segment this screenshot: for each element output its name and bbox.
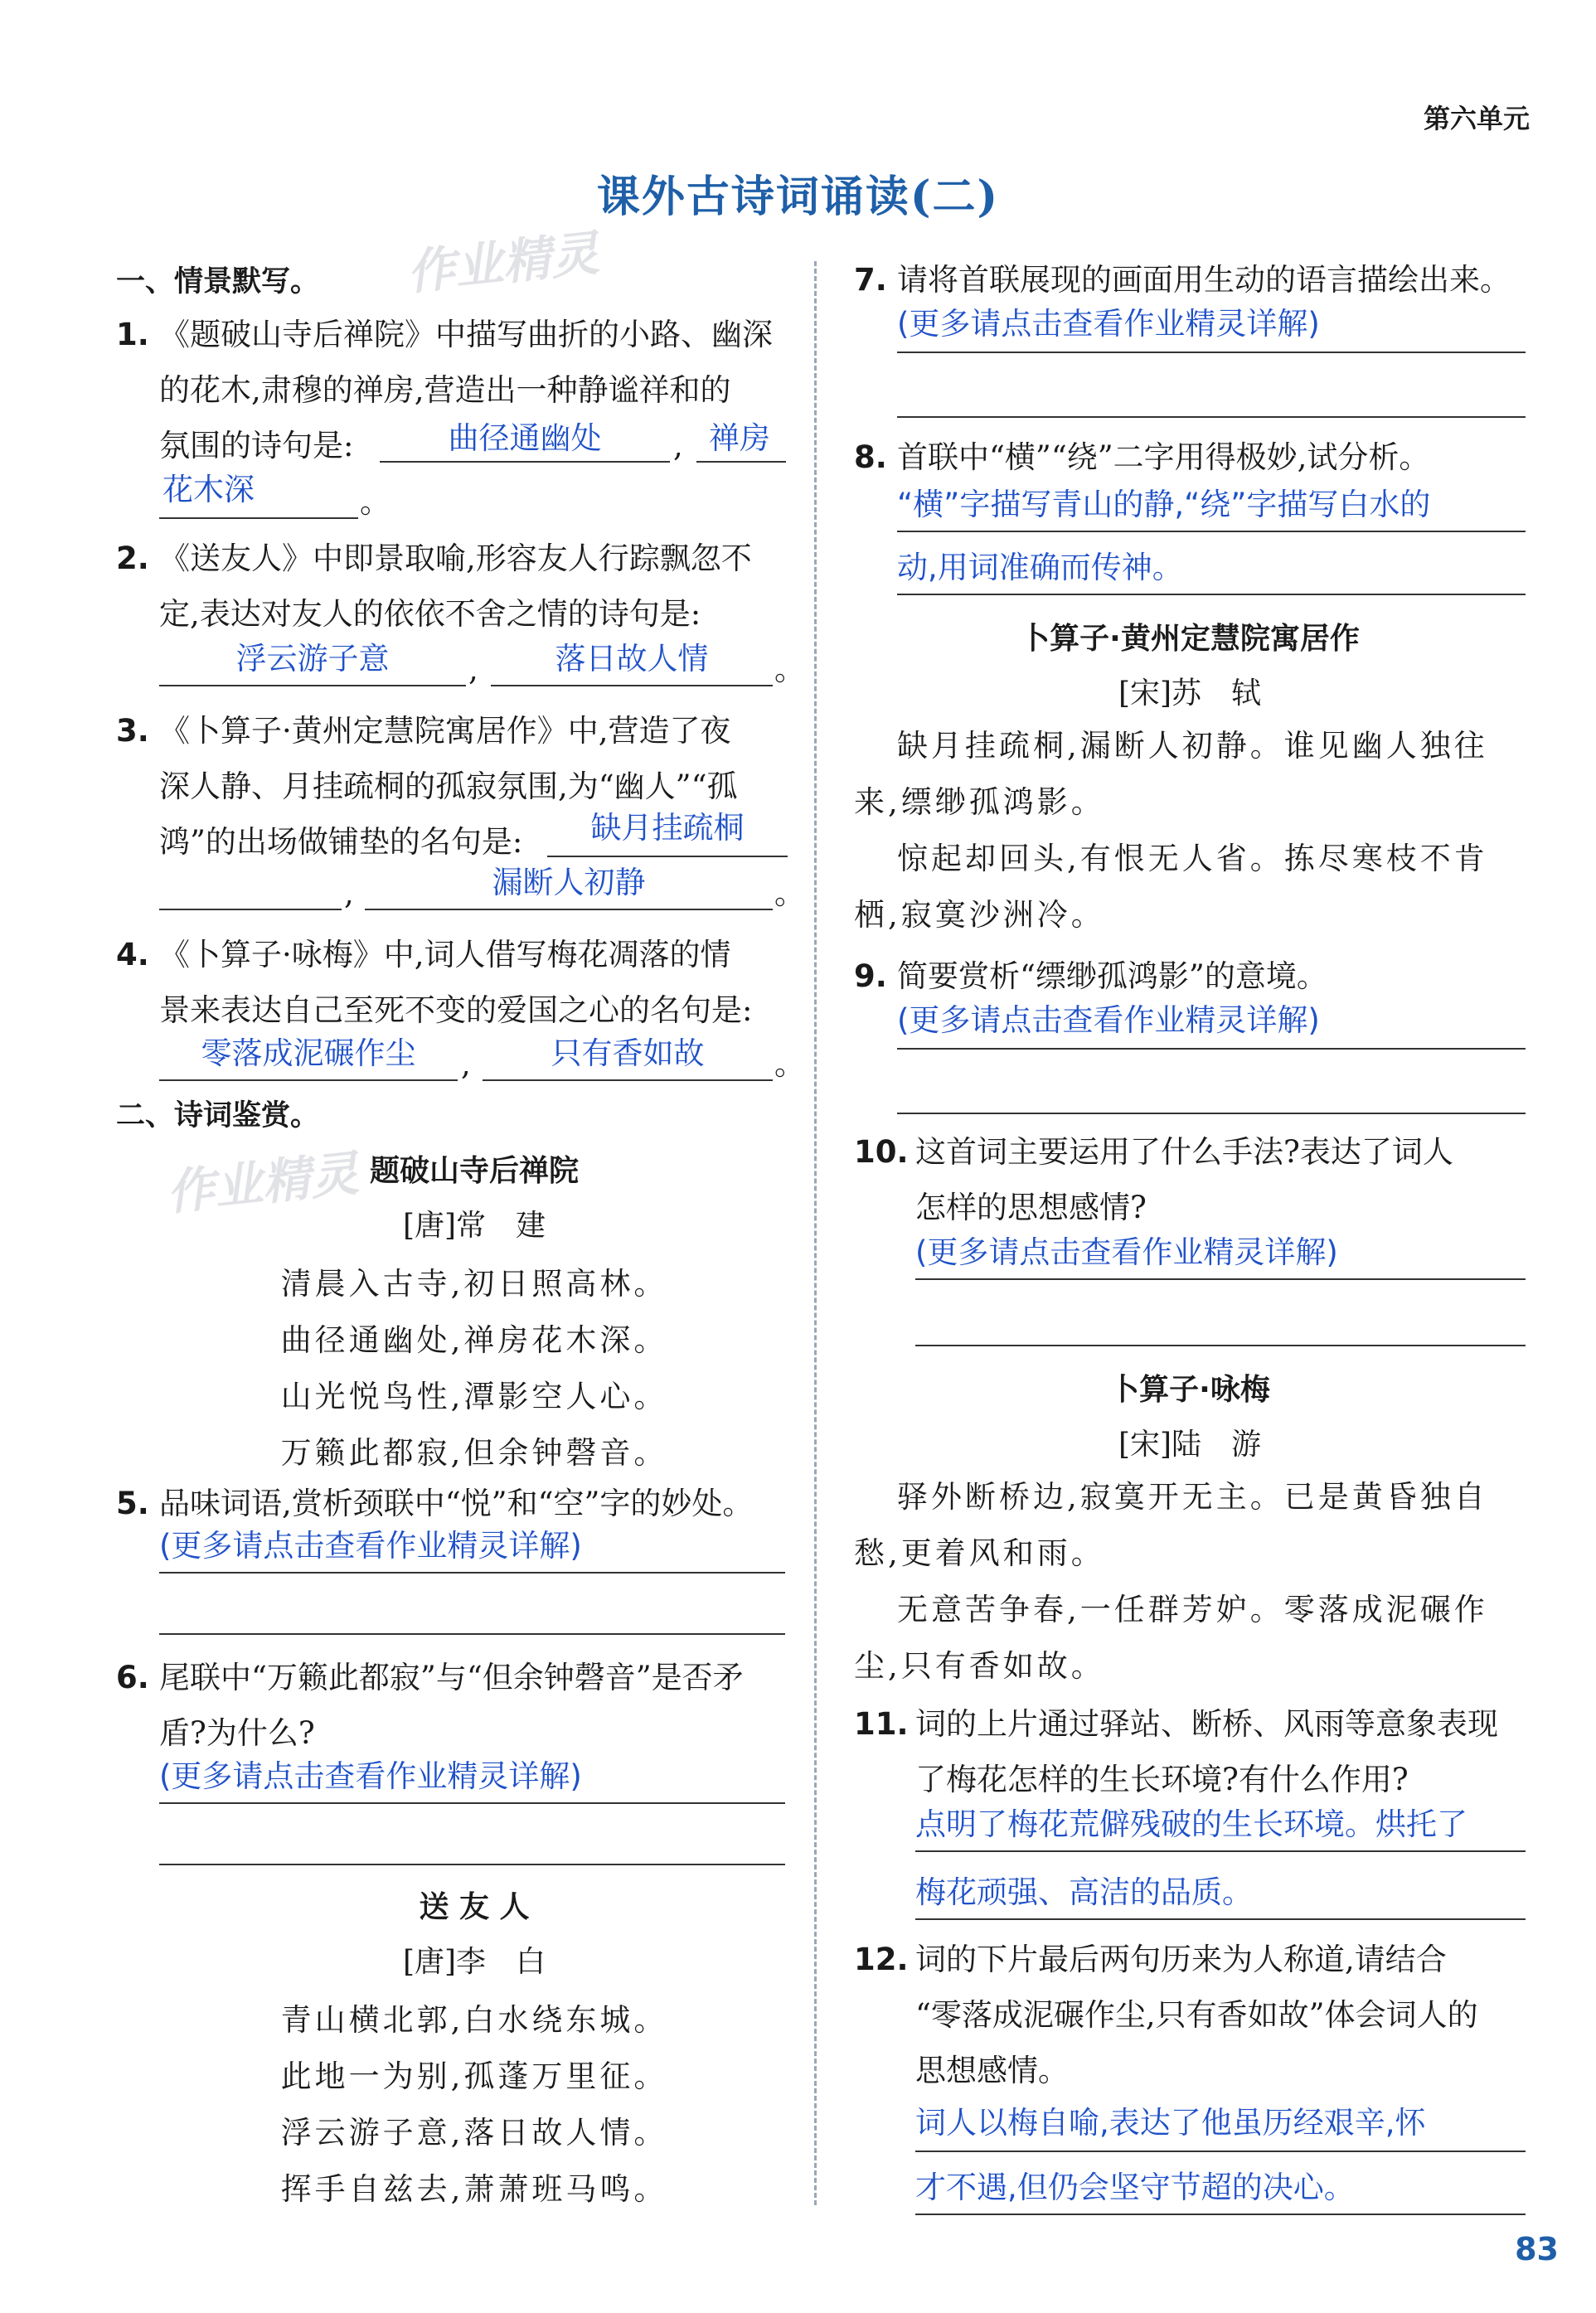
comma: , <box>673 428 683 463</box>
poem-title: 送 友 人 <box>419 1890 530 1924</box>
question-text: 氛围的诗句是: <box>159 428 354 463</box>
answer-line <box>159 517 358 519</box>
poem-line: 无意苦争春,一任群芳妒。零落成泥碾作 <box>897 1592 1488 1627</box>
question-number: 10. <box>854 1134 909 1170</box>
poem-line: 清晨入古寺,初日照高林。 <box>280 1266 668 1302</box>
question-text: 词的上片通过驿站、断桥、风雨等意象表现 <box>915 1706 1498 1742</box>
answer-text: 词人以梅自喻,表达了他虽历经艰辛,怀 <box>915 2105 1426 2141</box>
answer-line <box>897 1048 1526 1050</box>
answer-text: 动,用词准确而传神。 <box>897 550 1183 585</box>
poem-line: 此地一为别,孤蓬万里征。 <box>280 2058 668 2094</box>
answer-line <box>696 461 786 463</box>
answer-text: 零落成泥碾作尘 <box>201 1035 416 1071</box>
poem-line: 曲径通幽处,禅房花木深。 <box>280 1322 668 1358</box>
question-text: 思想感情。 <box>915 2053 1069 2088</box>
question-number: 12. <box>854 1942 909 1977</box>
question-text: 《送友人》中即景取喻,形容友人行踪飘忽不 <box>159 541 752 576</box>
poem-line: 愁,更着风和雨。 <box>854 1535 1105 1571</box>
answer-line <box>159 1802 785 1804</box>
answer-line <box>159 909 342 910</box>
answer-text: (更多请点击查看作业精灵详解) <box>897 1002 1320 1038</box>
answer-line <box>159 1572 785 1574</box>
poem-line: 惊起却回头,有恨无人省。拣尽寒枝不肯 <box>897 841 1488 876</box>
question-text: 深人静、月挂疏桐的孤寂氛围,为“幽人”“孤 <box>159 769 738 804</box>
question-text: 品味词语,赏析颈联中“悦”和“空”字的妙处。 <box>159 1486 754 1521</box>
section-heading-2: 二、诗词鉴赏。 <box>116 1099 320 1132</box>
poem-author: [唐]常 建 <box>402 1209 546 1243</box>
page-title: 课外古诗词诵读(二) <box>596 172 1000 222</box>
answer-text: 只有香如故 <box>551 1035 705 1071</box>
answer-text: 花木深 <box>163 472 255 507</box>
question-number: 5. <box>116 1486 149 1521</box>
watermark: 作业精灵 <box>163 1145 361 1221</box>
question-number: 9. <box>854 958 887 994</box>
answer-text: 点明了梅花荒僻残破的生长环境。烘托了 <box>915 1806 1467 1842</box>
answer-line <box>491 685 773 686</box>
question-number: 6. <box>116 1660 149 1695</box>
poem-line: 尘,只有香如故。 <box>854 1648 1105 1684</box>
column-divider <box>814 261 817 2205</box>
question-text: “零落成泥碾作尘,只有香如故”体会词人的 <box>915 1997 1478 2033</box>
section-heading-1: 一、情景默写。 <box>116 265 320 298</box>
question-text: 《卜算子·黄州定慧院寓居作》中,营造了夜 <box>159 713 731 749</box>
poem-line: 来,缥缈孤鸿影。 <box>854 784 1105 820</box>
question-text: 怎样的思想感情? <box>915 1190 1147 1225</box>
question-number: 7. <box>854 262 887 298</box>
answer-line <box>897 531 1526 532</box>
question-text: 这首词主要运用了什么手法?表达了词人 <box>915 1134 1453 1170</box>
period: 。 <box>360 484 391 520</box>
answer-line <box>380 461 670 463</box>
question-text: 的花木,肃穆的禅房,营造出一种静谧祥和的 <box>159 372 731 408</box>
answer-line <box>897 352 1526 353</box>
question-text: 鸿”的出场做铺垫的名句是: <box>159 824 523 860</box>
answer-line <box>159 1079 458 1081</box>
answer-text: 曲径通幽处 <box>448 420 602 456</box>
question-text: 《卜算子·咏梅》中,词人借写梅花凋落的情 <box>159 937 731 972</box>
question-number: 2. <box>116 541 149 576</box>
poem-line: 万籁此都寂,但余钟磬音。 <box>280 1435 668 1471</box>
question-text: 定,表达对友人的依依不舍之情的诗句是: <box>159 596 701 632</box>
page-number: 83 <box>1515 2231 1559 2267</box>
answer-text: (更多请点击查看作业精灵详解) <box>915 1234 1338 1270</box>
question-number: 11. <box>854 1706 909 1742</box>
answer-text: 才不遇,但仍会坚守节超的决心。 <box>915 2170 1355 2205</box>
unit-label: 第六单元 <box>1423 103 1530 134</box>
answer-line <box>159 1633 785 1635</box>
question-number: 1. <box>116 317 149 352</box>
comma: , <box>468 652 478 687</box>
question-number: 4. <box>116 937 149 972</box>
answer-line <box>159 1864 785 1865</box>
poem-title: 题破山寺后禅院 <box>369 1154 579 1188</box>
comma: , <box>344 875 354 911</box>
answer-line <box>915 1345 1526 1346</box>
answer-line <box>915 1850 1526 1852</box>
question-text: 了梅花怎样的生长环境?有什么作用? <box>915 1762 1409 1797</box>
question-number: 3. <box>116 713 149 749</box>
poem-line: 栖,寂寞沙洲冷。 <box>854 897 1105 933</box>
answer-line <box>897 416 1526 418</box>
poem-title: 卜算子·咏梅 <box>1109 1373 1270 1407</box>
answer-line <box>915 2151 1526 2152</box>
answer-text: 梅花顽强、高洁的品质。 <box>915 1874 1253 1910</box>
poem-title: 卜算子·黄州定慧院寓居作 <box>1020 622 1360 656</box>
question-text: 词的下片最后两句历来为人称道,请结合 <box>915 1942 1447 1977</box>
poem-line: 山光悦鸟性,潭影空人心。 <box>280 1379 668 1414</box>
answer-line <box>365 909 773 910</box>
poem-line: 浮云游子意,落日故人情。 <box>280 2115 668 2151</box>
question-number: 8. <box>854 439 887 475</box>
question-text: 请将首联展现的画面用生动的语言描绘出来。 <box>897 262 1511 298</box>
answer-text: 漏断人初静 <box>492 865 646 900</box>
poem-author: [宋]苏 轼 <box>1118 676 1262 710</box>
answer-text: 缺月挂疏桐 <box>590 810 745 846</box>
question-text: 景来表达自己至死不变的爱国之心的名句是: <box>159 992 753 1028</box>
answer-line <box>915 1918 1526 1920</box>
period: 。 <box>774 1046 805 1082</box>
answer-text: 落日故人情 <box>555 641 709 676</box>
answer-text: (更多请点击查看作业精灵详解) <box>159 1528 582 1564</box>
answer-text: 浮云游子意 <box>235 641 390 676</box>
poem-line: 驿外断桥边,寂寞开无主。已是黄昏独自 <box>897 1479 1488 1515</box>
period: 。 <box>774 875 805 911</box>
watermark: 作业精灵 <box>404 225 602 301</box>
question-text: 盾?为什么? <box>159 1715 315 1751</box>
comma: , <box>461 1046 471 1082</box>
question-text: 简要赏析“缥缈孤鸿影”的意境。 <box>897 958 1327 994</box>
poem-line: 青山横北郭,白水绕东城。 <box>280 2002 668 2038</box>
answer-text: (更多请点击查看作业精灵详解) <box>897 306 1320 342</box>
question-text: 尾联中“万籁此都寂”与“但余钟磬音”是否矛 <box>159 1660 744 1695</box>
answer-line <box>897 1113 1526 1114</box>
answer-text: 禅房 <box>709 420 770 456</box>
answer-text: “横”字描写青山的静,“绕”字描写白水的 <box>897 487 1431 522</box>
answer-line <box>915 2214 1526 2215</box>
answer-text: (更多请点击查看作业精灵详解) <box>159 1758 582 1794</box>
poem-author: [宋]陆 游 <box>1118 1428 1262 1462</box>
answer-line <box>483 1079 773 1081</box>
poem-line: 挥手自兹去,萧萧班马鸣。 <box>280 2171 668 2207</box>
question-text: 首联中“横”“绕”二字用得极妙,试分析。 <box>897 439 1430 475</box>
answer-line <box>915 1278 1526 1280</box>
poem-line: 缺月挂疏桐,漏断人初静。谁见幽人独往 <box>897 728 1488 764</box>
answer-line <box>159 685 466 686</box>
question-text: 《题破山寺后禅院》中描写曲折的小路、幽深 <box>159 317 773 352</box>
poem-author: [唐]李 白 <box>402 1945 546 1979</box>
answer-line <box>897 594 1526 595</box>
period: 。 <box>774 652 805 687</box>
